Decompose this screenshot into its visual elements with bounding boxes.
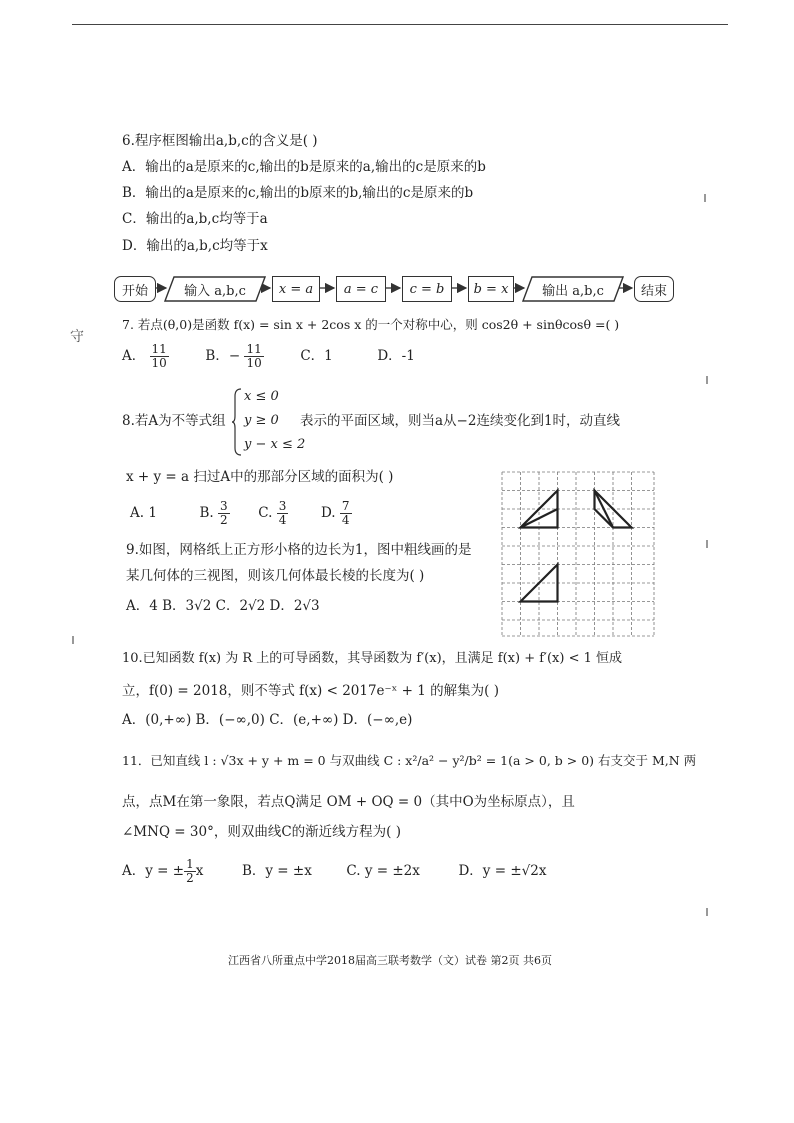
q8-option-b-den: 2 <box>220 513 228 527</box>
q11-line-1: 11．已知直线 l : √3x + y + m = 0 与双曲线 C : x²/a² − y²/b² = 1(a > 0, b > 0) 右支交于 M,N 两 <box>122 753 697 768</box>
flow-step-3: c = b <box>402 276 452 302</box>
edge-tick <box>706 540 708 548</box>
q10-line-2: 立，f(0) = 2018，则不等式 f(x) < 2017e⁻ˣ + 1 的解集为( ) <box>122 683 499 699</box>
q9-line-2: 某几何体的三视图，则该几何体最长棱的长度为( ) <box>126 568 425 584</box>
page-footer: 江西省八所重点中学2018届高三联考数学（文）试卷 第2页 共6页 <box>228 954 552 967</box>
flow-input <box>164 276 266 302</box>
q9-options: A．4 B．3√2 C．2√2 D．2√3 <box>126 598 320 614</box>
q8-ineq-3: y − x ≤ 2 <box>244 437 306 452</box>
q8-stem-suffix: 表示的平面区域，则当a从−2连续变化到1时，动直线 <box>300 413 621 429</box>
q8-option-d-den: 4 <box>341 513 350 527</box>
q8-ineq-2: y ≥ 0 <box>244 413 279 428</box>
q8-stem-prefix: 8.若A为不等式组 <box>122 413 226 429</box>
q8-option-d-label: D. <box>320 505 336 521</box>
q7-option-d: D．-1 <box>377 348 415 364</box>
q10-options: A．(0,+∞) B．(−∞,0) C．(e,+∞) D．(−∞,e) <box>122 712 413 728</box>
q8-option-b-label: B. <box>199 505 214 521</box>
flow-step-1: x = a <box>272 276 320 302</box>
q7-option-b-fraction <box>244 343 263 370</box>
q8-option-d-fraction <box>340 500 352 527</box>
edge-tick <box>706 908 708 916</box>
flow-output-label: 输出 a,b,c <box>542 283 604 299</box>
q6-option-c: C．输出的a,b,c均等于a <box>122 211 268 227</box>
flow-end: 结束 <box>634 276 674 302</box>
q7-option-c: C．1 <box>300 348 333 364</box>
q11-option-a-fraction <box>184 858 196 885</box>
q10-line-1: 10.已知函数 f(x) 为 R 上的可导函数，其导函数为 f′(x)，且满足 f(x) + f′(x) < 1 恒成 <box>122 651 623 666</box>
q11-options <box>122 858 546 885</box>
q7-option-b-den: 10 <box>246 356 262 370</box>
grid-lines <box>502 472 654 636</box>
q8-option-c-den: 4 <box>278 513 287 527</box>
q7-option-a-den: 10 <box>151 356 167 370</box>
q8-option-d-num: 7 <box>341 499 350 513</box>
q8-option-c-num: 3 <box>278 499 287 513</box>
edge-tick <box>704 194 706 202</box>
q11-option-d: D．y = ±√2x <box>458 863 547 879</box>
q11-option-a-den: 2 <box>186 871 194 885</box>
q7-option-a-label: A． <box>122 348 146 364</box>
edge-tick <box>706 376 708 384</box>
q8-options <box>130 500 352 527</box>
q11-line-2: 点，点M在第一象限，若点Q满足 OM + OQ = 0（其中O为坐标原点），且 <box>122 794 575 810</box>
q8-option-c-label: C. <box>258 505 273 521</box>
q11-option-a-label: A．y = ± <box>122 863 185 879</box>
top-view-triangle <box>521 565 558 602</box>
top-rule <box>72 24 728 25</box>
flow-output <box>522 276 624 302</box>
flow-step-2: a = c <box>336 276 386 302</box>
q11-option-c: C. y = ±2x <box>346 863 420 879</box>
q7-stem: 7. 若点(θ,0)是函数 f(x) = sin x + 2cos x 的一个对称中心，则 cos2θ + sinθcosθ =( ) <box>122 317 620 332</box>
q8-stem-line2: x + y = a 扫过A中的那部分区域的面积为( ) <box>126 469 394 485</box>
q6-option-b: B．输出的a是原来的c,输出的b原来的b,输出的c是原来的b <box>122 185 474 201</box>
q7-options <box>122 343 415 370</box>
flow-start: 开始 <box>114 276 156 302</box>
flow-step-4: b = x <box>468 276 514 302</box>
q7-option-a-num: 11 <box>151 342 167 356</box>
q8-option-a: A. 1 <box>130 505 157 521</box>
q11-option-a-num: 1 <box>186 857 194 871</box>
q7-option-a-fraction <box>150 343 169 370</box>
q9-line-1: 9.如图，网格纸上正方形小格的边长为1，图中粗线画的是 <box>126 542 472 558</box>
flow-input-label: 输入 a,b,c <box>184 283 246 299</box>
q6-option-a: A．输出的a是原来的c,输出的b是原来的a,输出的c是原来的b <box>122 159 486 175</box>
q8-ineq-1: x ≤ 0 <box>244 389 279 404</box>
edge-tick <box>72 636 74 644</box>
q11-line-3: ∠MNQ = 30°，则双曲线C的渐近线方程为( ) <box>122 824 401 840</box>
q8-option-b-num: 3 <box>220 499 228 513</box>
q11-option-b: B．y = ±x <box>241 863 312 879</box>
side-binding-mark: 守 <box>70 329 84 345</box>
q11-option-a-tail: x <box>195 863 204 879</box>
q8-option-b-fraction <box>218 500 230 527</box>
q6-stem: 6.程序框图输出a,b,c的含义是( ) <box>122 133 318 149</box>
q8-brace <box>232 388 242 456</box>
q6-option-d: D．输出的a,b,c均等于x <box>122 238 268 254</box>
q7-option-b-num: 11 <box>246 342 262 356</box>
q8-option-c-fraction <box>277 500 289 527</box>
three-view-grid-figure <box>500 470 656 638</box>
side-view-shape <box>595 491 632 528</box>
q7-option-b-label: B．− <box>205 348 241 364</box>
front-view-triangle <box>521 491 558 528</box>
